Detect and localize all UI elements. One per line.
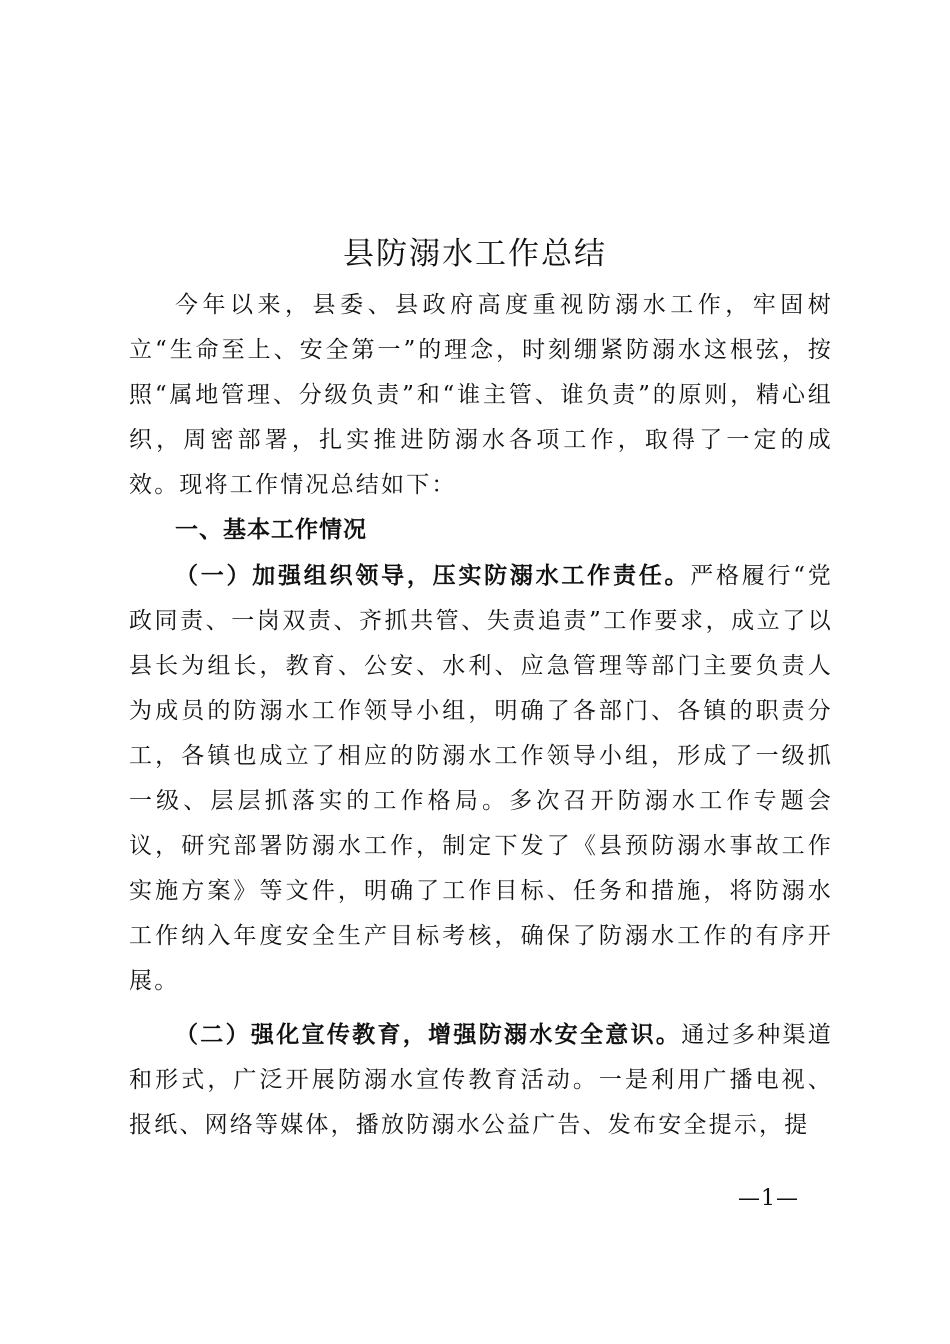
page-number: —1— (738, 1186, 799, 1211)
paragraph-text-organization-leadership: 严格履行“党政同责、一岗双责、齐抓共管、失责追责”工作要求，成立了以县长为组长，教育、公安、水利、应急管理等部门主要负责人为成员的防溺水工作领导小组，明确了各部门、各镇的职责分工，各镇也成立了相应的防溺水工作领导小组，形成了一级抓一级、层层抓落实的工作格局。多次召开防溺水工作专题会议，研究部署防溺水工作，制定下发了《县预防溺水事故工作实施方案》等文件，明确了工作目标、任务和措施，将防溺水工作纳入年度安全生产目标考核，确保了防溺水工作的有序开展。 (129, 563, 833, 994)
paragraph-publicity-education (129, 1012, 833, 1148)
paragraph-text-publicity-education: 通过多种渠道和形式，广泛开展防溺水宣传教育活动。一是利用广播电视、报纸、网络等媒体，播放防溺水公益广告、发布安全提示，提 (129, 1022, 834, 1138)
intro-paragraph: 今年以来，县委、县政府高度重视防溺水工作，牢固树立“生命至上、安全第一”的理念，时刻绷紧防溺水这根弦，按照“属地管理、分级负责”和“谁主管、谁负责”的原则，精心组织，周密部署，扎实推进防溺水各项工作，取得了一定的成效。现将工作情况总结如下： (129, 292, 833, 498)
subheading-publicity-education: （二）强化宣传教育，增强防溺水安全意识。 (175, 1021, 682, 1048)
paragraph-organization-leadership (129, 553, 833, 1004)
section-heading-basic-situation: 一、基本工作情况 (175, 517, 367, 543)
document-title: 县防溺水工作总结 (343, 236, 607, 272)
document-body (129, 283, 833, 1148)
subheading-organization-leadership: （一）加强组织领导，压实防溺水工作责任。 (175, 562, 691, 589)
